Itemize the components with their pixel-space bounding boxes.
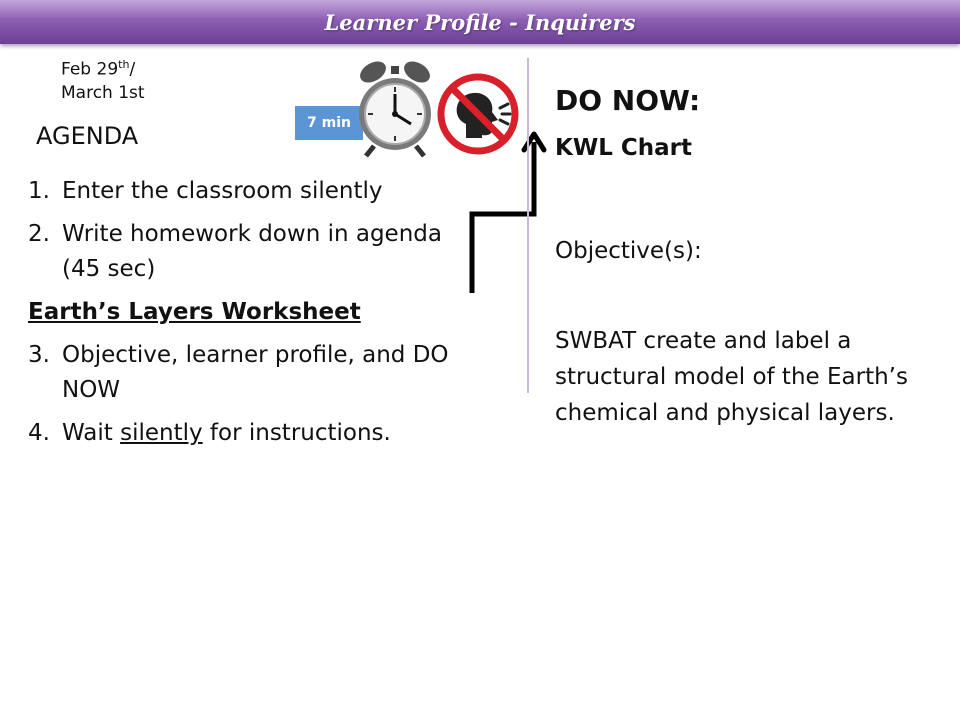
objective-text: SWBAT create and label a structural model of the Earth’s chemical and physical layers. xyxy=(555,328,908,426)
agenda-item-text xyxy=(62,416,458,451)
agenda-item-text-underlined: silently xyxy=(120,420,203,446)
column-divider xyxy=(527,58,529,393)
agenda-item-text-pre: Wait xyxy=(62,420,121,446)
banner-title: Learner Profile - Inquirers xyxy=(324,9,636,35)
date-line1: Feb 29 xyxy=(61,59,119,80)
agenda-item-text: Objective, learner profile, and DO NOW xyxy=(62,342,449,403)
agenda-item-text: Enter the classroom silently xyxy=(62,178,383,204)
kwl-chart-label: KWL Chart xyxy=(555,135,692,161)
agenda-item-2 xyxy=(28,217,458,287)
alarm-clock-icon xyxy=(356,58,434,158)
date-line2: March 1st xyxy=(61,82,145,103)
agenda-list xyxy=(28,174,458,459)
objective-label: Objective(s): xyxy=(555,238,702,264)
date-label xyxy=(61,53,145,105)
timer-badge: 7 min xyxy=(295,106,363,140)
worksheet-title: Earth’s Layers Worksheet xyxy=(28,299,361,325)
up-arrow-icon xyxy=(462,128,552,300)
agenda-item-number: 3. xyxy=(28,342,50,368)
agenda-item-4 xyxy=(28,416,458,451)
agenda-heading: AGENDA xyxy=(36,122,139,150)
date-sup: th xyxy=(118,58,130,71)
agenda-item-number: 2. xyxy=(28,221,50,247)
date-suffix: / xyxy=(129,59,136,80)
agenda-item-number: 1. xyxy=(28,178,50,204)
agenda-item-text: Write homework down in agenda (45 sec) xyxy=(62,221,442,282)
agenda-item-number: 4. xyxy=(28,420,50,446)
do-now-heading: DO NOW: xyxy=(555,84,701,117)
agenda-item-text-post: for instructions. xyxy=(202,420,391,446)
agenda-item-3 xyxy=(28,338,458,408)
title-banner xyxy=(0,0,960,44)
agenda-item-1 xyxy=(28,174,458,209)
